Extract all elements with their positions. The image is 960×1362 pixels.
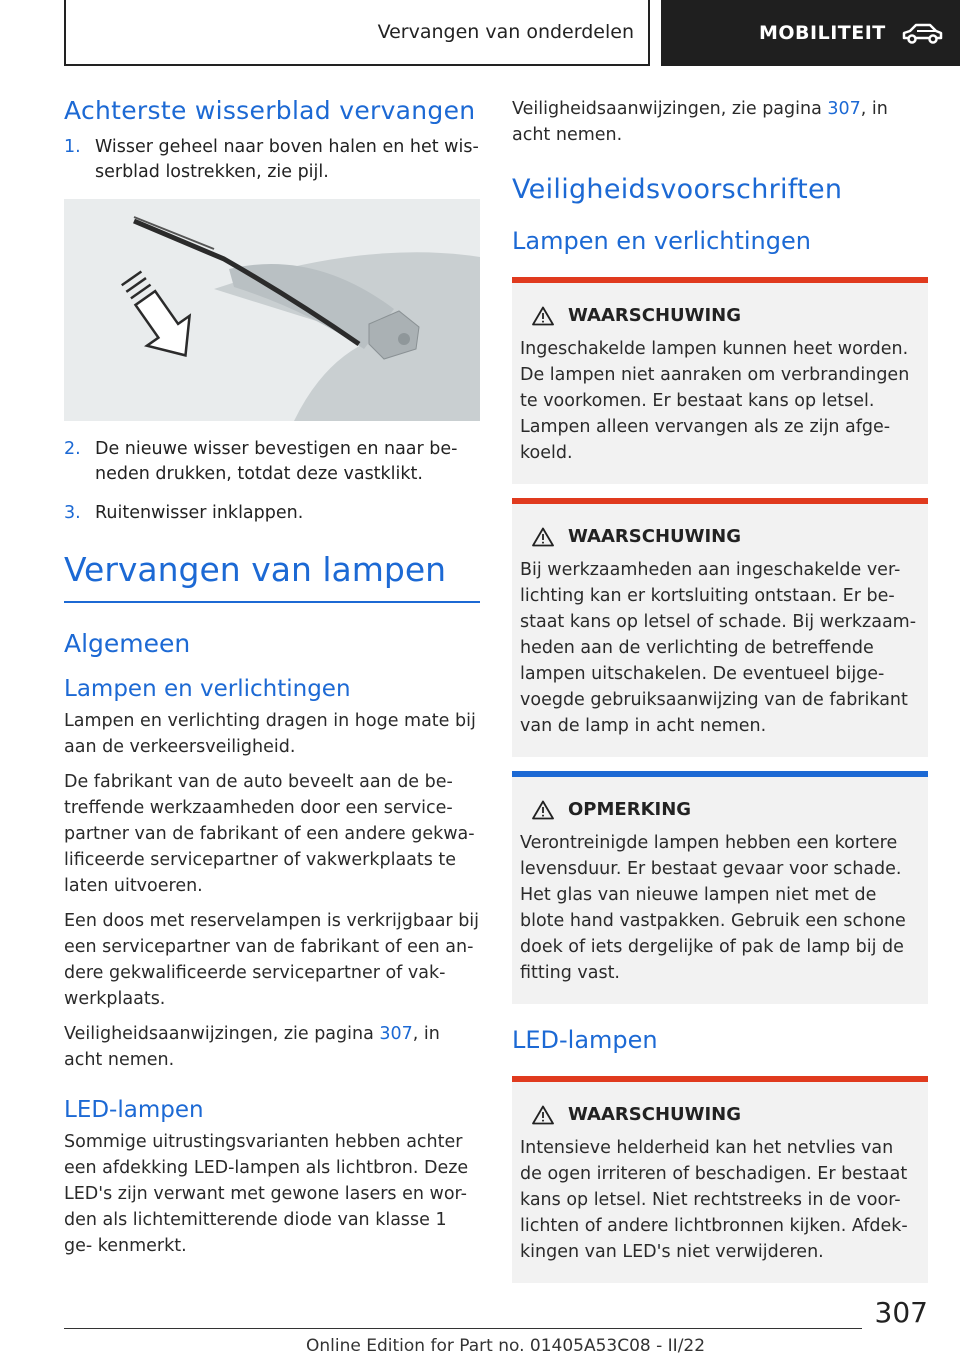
warning-box [512, 498, 928, 757]
paragraph: Lampen en verlichting dragen in hoge mate bij aan de verkeersveiligheid. [64, 711, 476, 757]
heading-rear-wiper: Achterste wisserblad vervangen [64, 96, 476, 125]
text-span: , in acht nemen. [512, 99, 888, 145]
paragraph: Sommige uitrustingsvarianten hebben achter een afdekking LED-lampen als lichtbron. Deze LED's zijn verwant met gewone lasers en wor- den als lichtemitterende diode van klasse 1 ge- kenmerkt. [64, 1132, 469, 1256]
step-number: 1. [64, 137, 81, 157]
step-text: Ruitenwisser inklappen. [95, 503, 304, 523]
step-text: Wisser geheel naar boven halen en het wis- serblad lostrekken, zie pijl. [95, 137, 479, 182]
text-span: Veiligheidsaanwijzingen, zie pagina [64, 1024, 380, 1044]
warning-triangle-icon [532, 306, 554, 326]
paragraph: De fabrikant van de auto beveelt aan de be- treffende werkzaamheden door een service- partner van de fabrikant of een andere gekwa- lificeerde servicepartner of vakwerkplaats te laten uitvoeren. [64, 772, 475, 896]
warning-title [520, 1104, 920, 1125]
notice-text: Verontreinigde lampen hebben een kortere levensduur. Er bestaat gevaar voor schade. Het glas van nieuwe lampen niet met de blote hand vastpakken. Gebruik een schone doek of iets dergelijke of pak de lamp bij de fitting vast. [520, 833, 906, 983]
warning-label: WAARSCHUWING [568, 305, 742, 326]
heading-led-lamps: LED-lampen [512, 1026, 658, 1054]
step-number: 3. [64, 503, 81, 523]
warning-text: Intensieve helderheid kan het netvlies van de ogen irriteren of beschadigen. Er bestaat kans op letsel. Niet rechtstreeks in de voor- lichten of andere lichtbronnen kijken. Afdek- kingen van LED's niet verwijderen. [520, 1138, 908, 1262]
warning-box [512, 1076, 928, 1283]
warning-label: WAARSCHUWING [568, 526, 742, 547]
footer-divider [64, 1328, 862, 1329]
warning-triangle-icon [532, 800, 554, 820]
header-section-title: Vervangen van onderdelen [377, 21, 634, 43]
heading-lamps-lighting: Lampen en verlichtingen [64, 676, 351, 702]
warning-triangle-icon [532, 527, 554, 547]
header-chapter-title: MOBILITEIT [759, 22, 886, 44]
page-link[interactable]: 307 [379, 1024, 413, 1044]
text-span: , in acht nemen. [64, 1024, 440, 1070]
step-number: 2. [64, 439, 81, 459]
page-number: 307 [874, 1296, 928, 1329]
heading-general: Algemeen [64, 629, 191, 658]
heading-safety-rules: Veiligheidsvoorschriften [512, 174, 843, 205]
step-text: De nieuwe wisser bevestigen en naar be- neden drukken, totdat deze vastklikt. [95, 439, 458, 484]
left-column [64, 96, 480, 1268]
wiper-illustration [64, 199, 480, 421]
car-icon [900, 21, 944, 45]
notice-title [520, 799, 920, 820]
warning-text: Bij werkzaamheden aan ingeschakelde ver- lichting kan er kortsluiting ontstaan. Er be- staat kans op letsel of schade. Bij werkzaam- heden aan de verlichting de betreffende lampen uitschakelen. De eventueel bijge- voegde gebruiksaanwijzing van de fabrikant van de lamp in acht nemen. [520, 560, 917, 736]
header-chapter-tab [661, 0, 960, 66]
step-item [64, 501, 480, 526]
warning-label: WAARSCHUWING [568, 1104, 742, 1125]
warning-title [520, 305, 920, 326]
warning-text: Ingeschakelde lampen kunnen heet worden. De lampen niet aanraken om verbrandingen te voorkomen. Er bestaat kans op letsel. Lampen alleen vervangen als ze zijn afge- koeld. [520, 339, 910, 463]
heading-lamps-lighting: Lampen en verlichtingen [512, 227, 811, 255]
page-link[interactable]: 307 [827, 99, 861, 119]
footer-edition: Online Edition for Part no. 01405A53C08 - II/22 [306, 1336, 706, 1356]
right-column [512, 96, 928, 1297]
paragraph-safety-ref [64, 1021, 480, 1073]
text-span: Veiligheidsaanwijzingen, zie pagina [512, 99, 828, 119]
warning-box [512, 277, 928, 484]
step-item [64, 135, 480, 185]
main-title-lamps: Vervangen van lampen [64, 550, 480, 603]
paragraph-safety-ref [512, 96, 928, 148]
notice-box [512, 771, 928, 1004]
notice-label: OPMERKING [568, 799, 692, 820]
steps-list-a [64, 135, 480, 185]
paragraph: Een doos met reservelampen is verkrijgbaar bij een servicepartner van de fabrikant of een an- dere gekwalificeerde servicepartner of vak- werkplaats. [64, 911, 480, 1009]
step-item [64, 437, 480, 487]
wiper-drawing [64, 199, 480, 421]
header-section-tab [64, 0, 650, 66]
heading-led-lamps: LED-lampen [64, 1097, 204, 1123]
warning-triangle-icon [532, 1105, 554, 1125]
warning-title [520, 526, 920, 547]
steps-list-b [64, 437, 480, 526]
